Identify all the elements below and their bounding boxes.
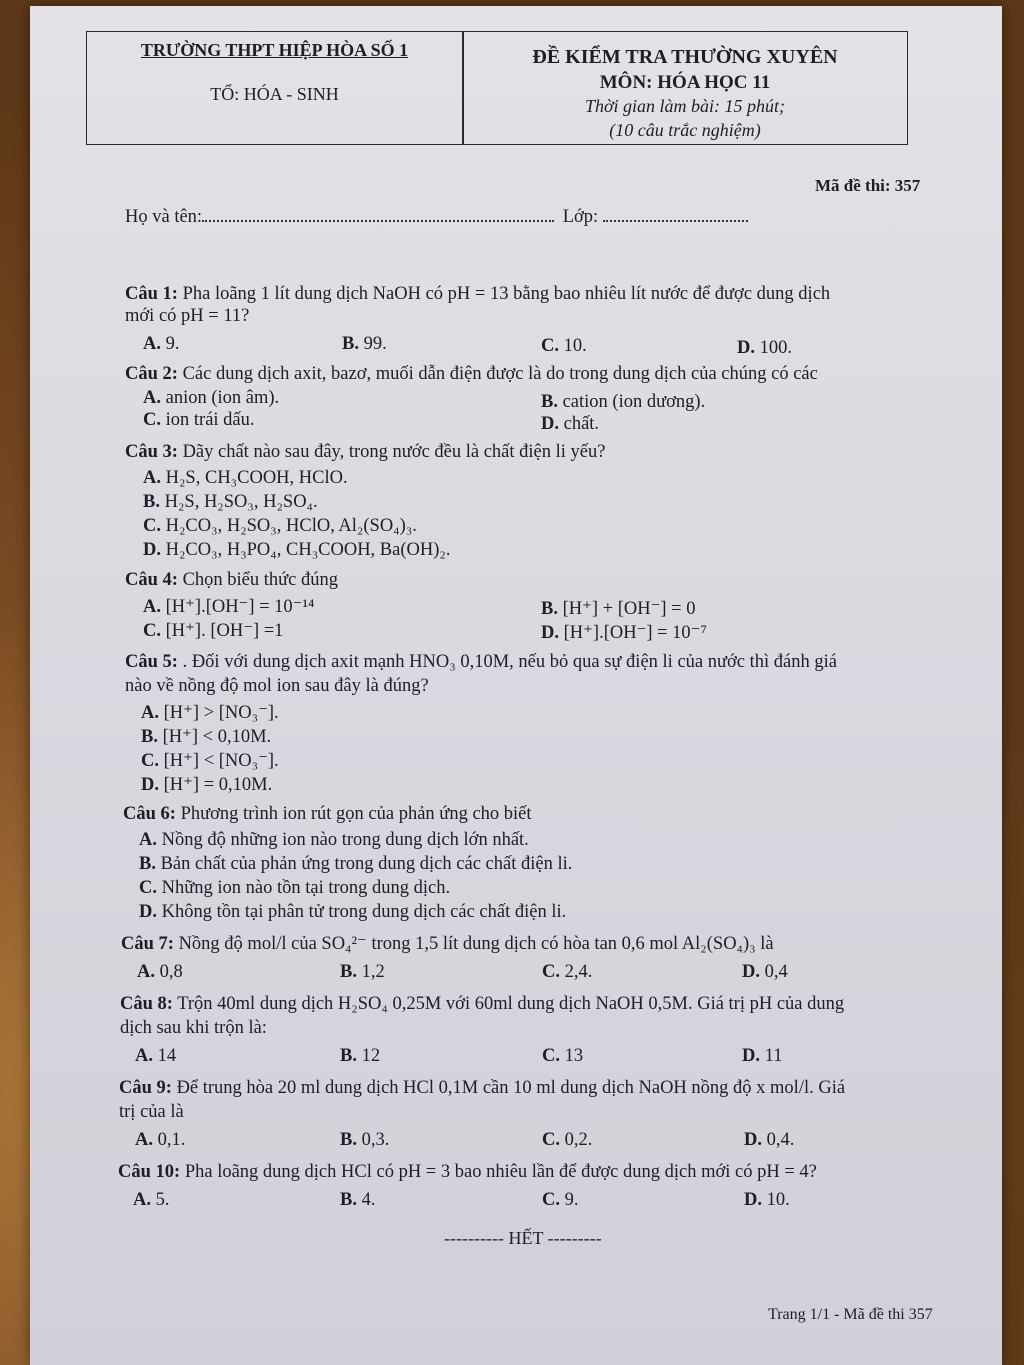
page-footer: Trang 1/1 - Mã đề thi 357 <box>768 1306 933 1323</box>
q1-option-d[interactable]: D. 100. <box>737 338 792 358</box>
q9-option-a[interactable]: A. 0,1. <box>135 1130 186 1150</box>
q5-option-c[interactable]: C. [H⁺] < [NO₃⁻]. <box>141 751 279 771</box>
question-9-cont: trị của là <box>119 1102 184 1122</box>
q8-option-c[interactable]: C. 13 <box>542 1046 584 1066</box>
q10-option-d[interactable]: D. 10. <box>744 1190 790 1210</box>
class-label: Lớp: <box>562 207 599 227</box>
question-8: Câu 8: Trộn 40ml dung dịch H₂SO₄ 0,25M với 60ml dung dịch NaOH 0,5M. Giá trị pH của dung <box>120 994 845 1014</box>
q7-option-a[interactable]: A. 0,8 <box>137 962 183 982</box>
q2-option-d[interactable]: D. chất. <box>541 414 600 434</box>
q10-option-c[interactable]: C. 9. <box>542 1190 579 1210</box>
question-10: Câu 10: Pha loãng dung dịch HCl có pH = 3 bao nhiêu lần để được dung dịch mới có pH = 4? <box>118 1162 817 1182</box>
q7-option-b[interactable]: B. 1,2 <box>340 962 385 982</box>
question-4: Câu 4: Chọn biểu thức đúng <box>125 570 339 590</box>
q8-option-d[interactable]: D. 11 <box>742 1046 783 1066</box>
q7-option-c[interactable]: C. 2,4. <box>542 962 593 982</box>
q8-option-b[interactable]: B. 12 <box>340 1046 381 1066</box>
q8-option-a[interactable]: A. 14 <box>135 1046 177 1066</box>
q6-option-b[interactable]: B. Bản chất của phản ứng trong dung dịch các chất điện li. <box>139 854 573 874</box>
q10-option-a[interactable]: A. 5. <box>133 1190 170 1210</box>
q5-option-a[interactable]: A. [H⁺] > [NO₃⁻]. <box>141 703 279 723</box>
exam-time: Thời gian làm bài: 15 phút; <box>584 96 786 116</box>
question-7: Câu 7: Nồng độ mol/l của SO₄²⁻ trong 1,5 lít dung dịch có hòa tan 0,6 mol Al₂(SO₄)₃ là <box>121 934 774 954</box>
q2-option-b[interactable]: B. cation (ion dương). <box>541 392 706 412</box>
question-1-cont: mới có pH = 11? <box>125 306 250 326</box>
question-count: (10 câu trắc nghiệm) <box>609 120 761 140</box>
end-dash-left: ---------- <box>444 1228 504 1248</box>
q9-option-c[interactable]: C. 0,2. <box>542 1130 593 1150</box>
q10-option-b[interactable]: B. 4. <box>340 1190 376 1210</box>
question-9: Câu 9: Để trung hòa 20 ml dung dịch HCl 0,1M cần 10 ml dung dịch NaOH nồng độ x mol/l. Giá <box>119 1078 846 1098</box>
q5-option-b[interactable]: B. [H⁺] < 0,10M. <box>141 727 272 747</box>
name-blank[interactable] <box>202 206 554 222</box>
class-blank[interactable] <box>603 206 748 222</box>
question-8-cont: dịch sau khi trộn là: <box>120 1018 267 1038</box>
q3-option-d[interactable]: D. H₂CO₃, H₃PO₄, CH₃COOH, Ba(OH)₂. <box>143 540 451 560</box>
q9-option-b[interactable]: B. 0,3. <box>340 1130 390 1150</box>
q2-option-c[interactable]: C. ion trái dấu. <box>143 410 255 430</box>
question-2: Câu 2: Các dung dịch axit, bazơ, muối dẫn điện được là do trong dung dịch của chúng có các <box>125 364 818 384</box>
exam-code: Mã đề thi: 357 <box>815 176 921 195</box>
q1-option-a[interactable]: A. 9. <box>143 334 180 354</box>
end-text: HẾT <box>508 1228 544 1248</box>
department: TỔ: HÓA - SINH <box>210 84 339 104</box>
q5-option-d[interactable]: D. [H⁺] = 0,10M. <box>141 775 273 795</box>
q6-option-d[interactable]: D. Không tồn tại phân tử trong dung dịch các chất điện li. <box>139 902 567 922</box>
question-5-cont: nào về nồng độ mol ion sau đây là đúng? <box>125 676 429 696</box>
q4-option-b[interactable]: B. [H⁺] + [OH⁻] = 0 <box>541 599 696 619</box>
question-6: Câu 6: Phương trình ion rút gọn của phản ứng cho biết <box>123 804 532 824</box>
exam-title: ĐỀ KIỂM TRA THƯỜNG XUYÊN <box>532 46 838 68</box>
question-1: Câu 1: Pha loãng 1 lít dung dịch NaOH có pH = 13 bằng bao nhiêu lít nước để được dung dịch <box>125 284 831 304</box>
end-marker <box>444 1228 602 1249</box>
q7-option-d[interactable]: D. 0,4 <box>742 962 788 982</box>
question-3: Câu 3: Dãy chất nào sau đây, trong nước đều là chất điện li yếu? <box>125 442 606 462</box>
q4-option-c[interactable]: C. [H⁺]. [OH⁻] =1 <box>143 621 284 641</box>
subject: MÔN: HÓA HỌC 11 <box>599 72 771 93</box>
q3-option-c[interactable]: C. H₂CO₃, H₂SO₃, HClO, Al₂(SO₄)₃. <box>143 516 417 536</box>
end-dash-right: --------- <box>547 1228 602 1248</box>
q1-option-b[interactable]: B. 99. <box>342 334 387 354</box>
student-name-line <box>125 206 748 228</box>
q4-option-a[interactable]: A. [H⁺].[OH⁻] = 10⁻¹⁴ <box>143 597 315 617</box>
exam-header <box>86 31 908 145</box>
q3-option-a[interactable]: A. H₂S, CH₃COOH, HClO. <box>143 468 348 488</box>
q3-option-b[interactable]: B. H₂S, H₂SO₃, H₂SO₄. <box>143 492 318 512</box>
q2-option-a[interactable]: A. anion (ion âm). <box>143 388 280 408</box>
q6-option-c[interactable]: C. Những ion nào tồn tại trong dung dịch. <box>139 878 451 898</box>
q6-option-a[interactable]: A. Nồng độ những ion nào trong dung dịch lớn nhất. <box>139 830 529 850</box>
q4-option-d[interactable]: D. [H⁺].[OH⁻] = 10⁻⁷ <box>541 623 707 643</box>
question-5: Câu 5: . Đối với dung dịch axit mạnh HNO₃ 0,10M, nếu bỏ qua sự điện li của nước thì đánh giá <box>125 652 837 672</box>
q1-option-c[interactable]: C. 10. <box>541 336 587 356</box>
school-name: TRƯỜNG THPT HIỆP HÒA SỐ 1 <box>140 40 409 60</box>
name-label: Họ và tên: <box>125 207 203 227</box>
q9-option-d[interactable]: D. 0,4. <box>744 1130 795 1150</box>
